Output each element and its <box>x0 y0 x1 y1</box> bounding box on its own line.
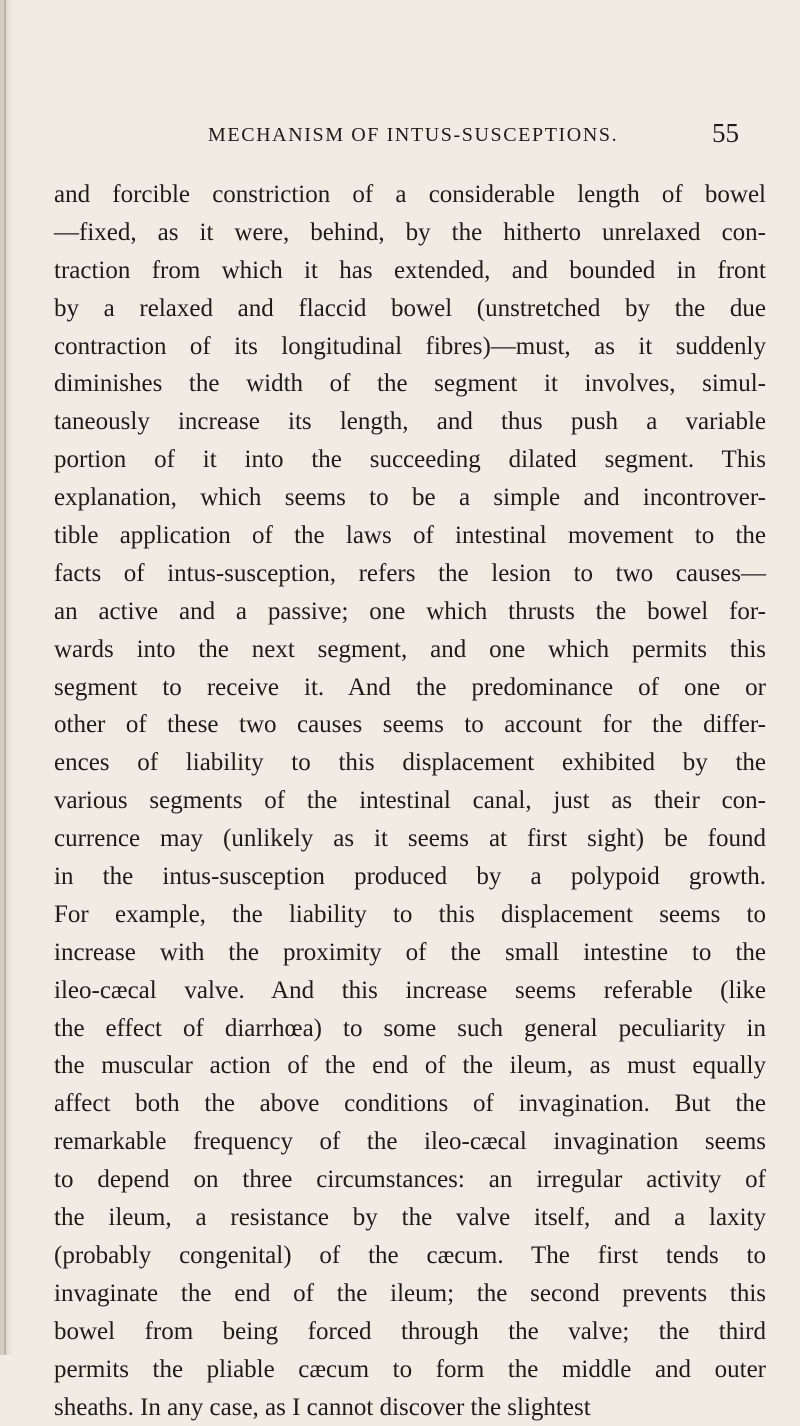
text-line: diminishes the width of the segment it involves, simul- <box>54 365 766 403</box>
page-number: 55 <box>712 118 739 149</box>
text-line: affect both the above conditions of invagination. But the <box>54 1085 766 1123</box>
text-line: taneously increase its length, and thus push a variable <box>54 403 766 441</box>
text-line: invaginate the end of the ileum; the second prevents this <box>54 1275 766 1313</box>
text-line: an active and a passive; one which thrusts the bowel for- <box>54 593 766 631</box>
text-line: segment to receive it. And the predominance of one or <box>54 669 766 707</box>
text-line: various segments of the intestinal canal, just as their con- <box>54 782 766 820</box>
text-line: to depend on three circumstances: an irregular activity of <box>54 1161 766 1199</box>
text-line: the ileum, a resistance by the valve itself, and a laxity <box>54 1199 766 1237</box>
text-line: bowel from being forced through the valve; the third <box>54 1313 766 1351</box>
text-line: other of these two causes seems to account for the differ- <box>54 706 766 744</box>
text-line: the muscular action of the end of the ileum, as must equally <box>54 1047 766 1085</box>
text-line: increase with the proximity of the small intestine to the <box>54 934 766 972</box>
text-line: sheaths. In any case, as I cannot discover the slightest <box>54 1389 766 1426</box>
body-text <box>54 176 794 1426</box>
text-line: ences of liability to this displacement exhibited by the <box>54 744 766 782</box>
text-line: —fixed, as it were, behind, by the hitherto unrelaxed con- <box>54 214 766 252</box>
text-line: currence may (unlikely as it seems at first sight) be found <box>54 820 766 858</box>
text-line: explanation, which seems to be a simple and incontrover- <box>54 479 766 517</box>
text-line: remarkable frequency of the ileo-cæcal invagination seems <box>54 1123 766 1161</box>
text-line: contraction of its longitudinal fibres)—must, as it suddenly <box>54 328 766 366</box>
text-line: For example, the liability to this displacement seems to <box>54 896 766 934</box>
text-line: by a relaxed and flaccid bowel (unstretched by the due <box>54 290 766 328</box>
text-line: in the intus-susception produced by a polypoid growth. <box>54 858 766 896</box>
text-line: tible application of the laws of intestinal movement to the <box>54 517 766 555</box>
text-line: the effect of diarrhœa) to some such general peculiarity in <box>54 1010 766 1048</box>
running-head <box>0 124 800 154</box>
text-line: wards into the next segment, and one which permits this <box>54 631 766 669</box>
text-line: portion of it into the succeeding dilated segment. This <box>54 441 766 479</box>
running-title: MECHANISM OF INTUS-SUSCEPTIONS. <box>208 124 618 147</box>
text-line: (probably congenital) of the cæcum. The first tends to <box>54 1237 766 1275</box>
text-line: traction from which it has extended, and bounded in front <box>54 252 766 290</box>
binding-shadow-line <box>4 0 6 1355</box>
text-line: permits the pliable cæcum to form the middle and outer <box>54 1351 766 1389</box>
page-binding-edge <box>0 0 14 1355</box>
text-line: ileo-cæcal valve. And this increase seems referable (like <box>54 972 766 1010</box>
text-line: and forcible constriction of a considerable length of bowel <box>54 176 766 214</box>
text-line: facts of intus-susception, refers the lesion to two causes— <box>54 555 766 593</box>
